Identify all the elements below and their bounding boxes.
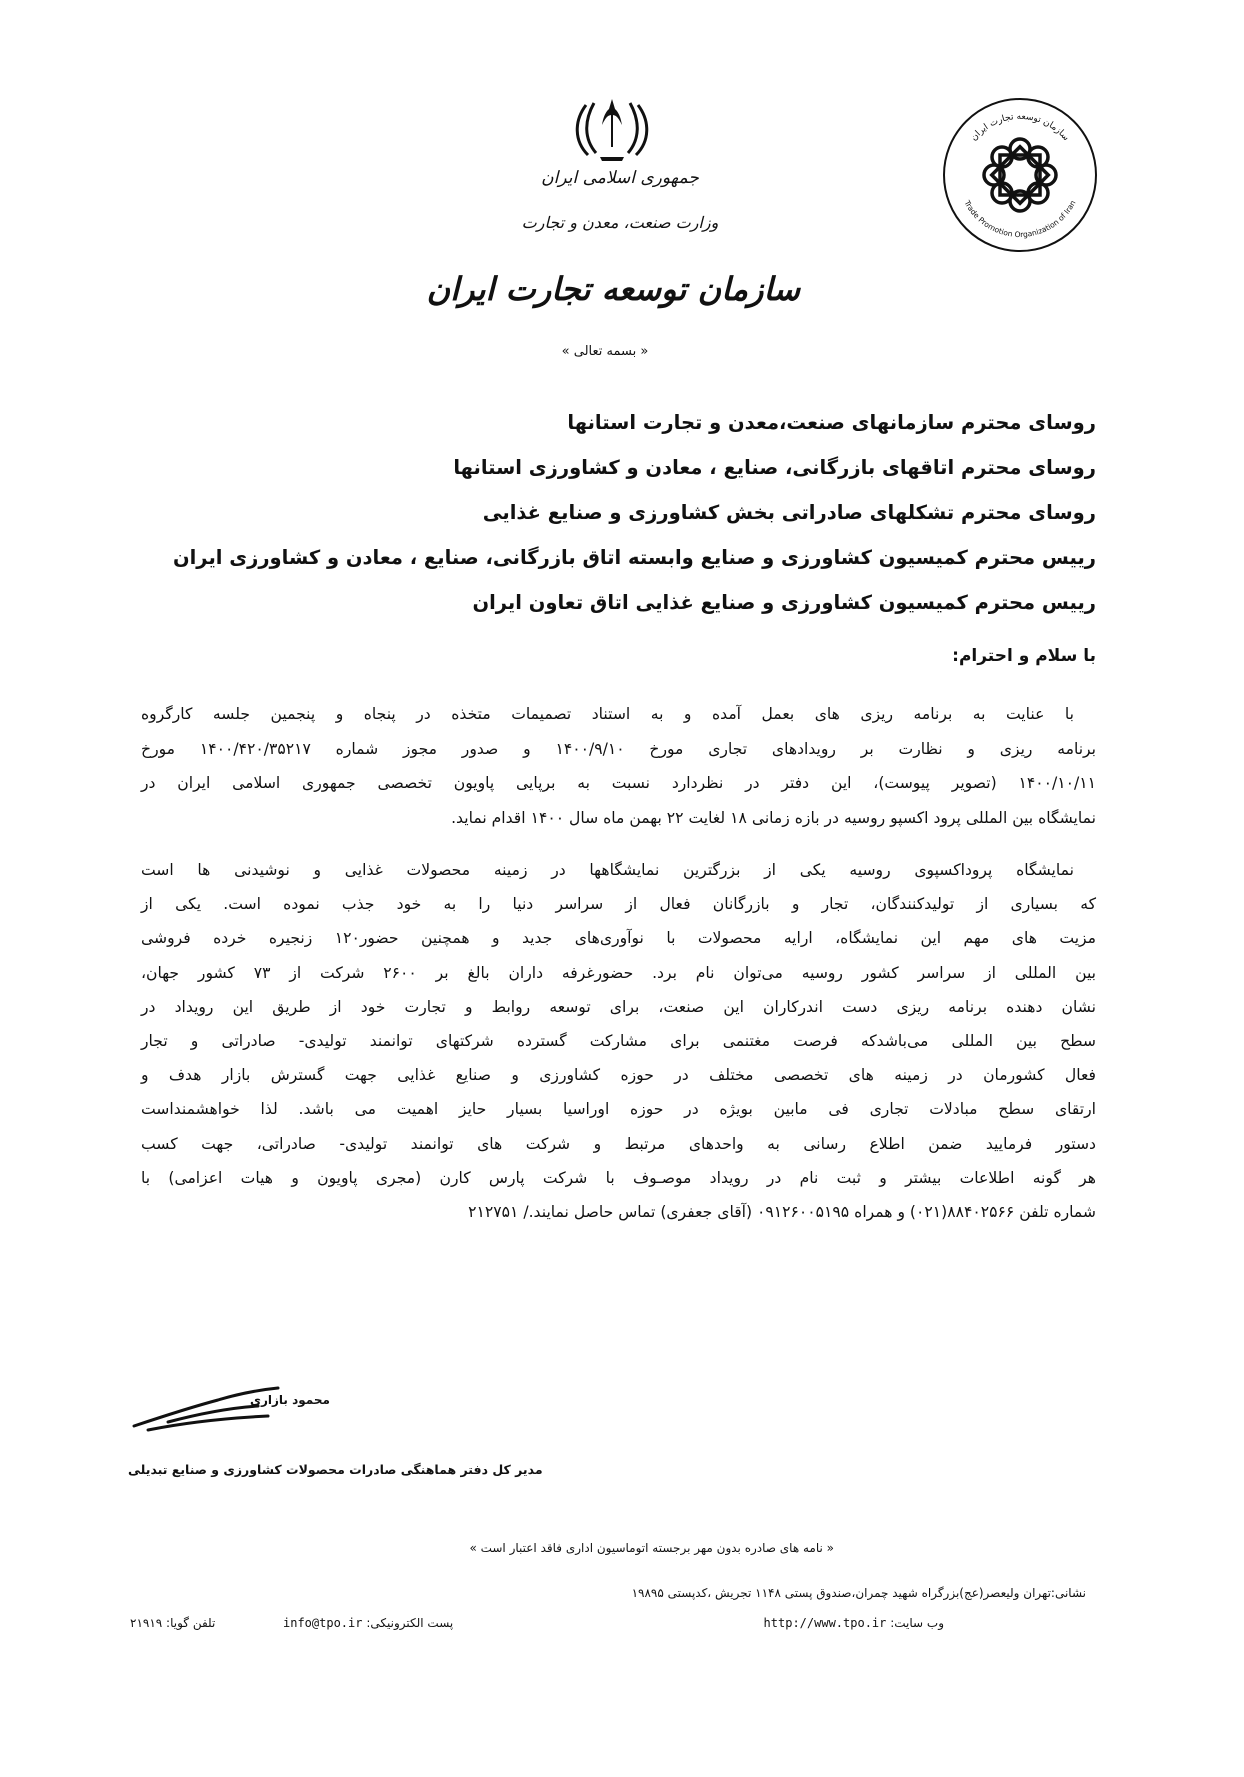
ministry-name: وزارت صنعت، معدن و تجارت <box>521 213 719 232</box>
body-line: نمایشگاه پروداکسپوی روسیه یکی از بزرگترین نمایشگاهها در زمینه محصولات غذایی و نوشیدنی ها است <box>141 861 1074 879</box>
basmala: « بسمه تعالی » <box>561 344 649 359</box>
recipient-line: رییس محترم کمیسیون کشاورزی و صنایع غذایی اتاق تعاون ایران <box>472 591 1096 614</box>
body-line: ارتقای سطح مبادلات تجاری فی مابین بویژه در حوزه اوراسیا بسیار حایز اهمیت می باشد. لذا خواهشمنداست <box>141 1100 1096 1119</box>
recipient-line: رییس محترم کمیسیون کشاورزی و صنایع وابسته اتاق بازرگانی، صنایع ، معادن و کشاورزی ایران <box>172 546 1096 569</box>
greeting: با سلام و احترام: <box>952 646 1096 666</box>
body-line: هر گونه اطلاعات بیشتر و ثبت نام در رویداد موصـوف با شرکت پارس کارن (مجری پاویون و هیات اعزامی) با <box>141 1168 1096 1187</box>
body-line: نشان دهنده برنامه ریزی دست اندرکاران این صنعت، برای توسعه روابط و تجارت خود از طریق این رویداد در <box>141 997 1096 1016</box>
footer-phone: تلفن گویا: ۲۱۹۱۹ <box>130 1616 216 1630</box>
recipients-block <box>146 400 1096 625</box>
body-line: سطح بین المللی می‌باشدکه فرصت مغتنمی برای مشارکت گسترده شرکتهای توانمند تولیدی- صادراتی و تجار <box>141 1032 1096 1051</box>
signatory-name: محمود بازاری <box>250 1393 330 1407</box>
letter-body <box>141 697 1096 1229</box>
organization-name: سازمان توسعه تجارت ایران <box>426 270 800 308</box>
seal-text-en: Trade Promotion Organization of Iran <box>962 198 1078 240</box>
footer-website <box>764 1616 944 1630</box>
body-line: با عنایت به برنامه ریزی های بعمل آمده و به استناد تصمیمات متخذه در پنجاه و پنجمین جلسه کارگروه <box>141 705 1074 723</box>
signature-scribble-icon <box>128 1378 298 1438</box>
website-label: وب سایت: <box>890 1616 944 1630</box>
national-emblem-icon <box>572 95 652 167</box>
recipient-line: روسای محترم سازمانهای صنعت،معدن و تجارت استانها <box>567 411 1096 434</box>
recipient-line: روسای محترم تشکلهای صادراتی بخش کشاورزی و صنایع غذایی <box>482 501 1096 524</box>
body-line: مزیت های مهم این نمایشگاه، ارایه محصولات با نوآوری‌های جدید و همچنین حضور۱۲۰ زنجیره خرده فروشی <box>141 929 1096 948</box>
body-line: دستور فرمایید ضمن اطلاع رسانی به واحدهای مرتبط و شرکت های توانمند تولیدی- صادراتی، جهت کسب <box>141 1134 1096 1153</box>
body-line: برنامه ریزی و نظارت بر رویدادهای تجاری مورخ ۱۴۰۰/۹/۱۰ و صدور مجوز شماره ۱۴۰۰/۴۲۰/۳۵۲۱۷ مورخ <box>141 739 1097 758</box>
footer-note: « نامه های صادره بدون مهر برجسته اتوماسیون اداری فاقد اعتبار است » <box>469 1541 834 1555</box>
paragraph-2 <box>141 853 1096 1229</box>
body-line: ۱۴۰۰/۱۰/۱۱ (تصویر پیوست)، این دفتر در نظردارد نسبت به برپایی پاویون تخصصی جمهوری اسلامی ایران در <box>141 774 1096 792</box>
footer-email <box>283 1616 453 1630</box>
body-line: نمایشگاه بین المللی پرود اکسپو روسیه در بازه زمانی ۱۸ لغایت ۲۲ بهمن ماه سال ۱۴۰۰ اقدام نماید. <box>451 808 1096 827</box>
paragraph-1 <box>141 697 1096 835</box>
body-line: بین المللی از سراسر کشور روسیه می‌توان نام برد. حضورغرفه داران بالغ بر ۲۶۰۰ شرکت از ۷۳ کشور جهان، <box>141 963 1097 982</box>
body-line: فعال کشورمان در زمینه های تخصصی مختلف در حوزه کشاورزی و صنایع غذایی جهت گسترش بازار هدف و <box>141 1066 1096 1085</box>
tpo-seal-icon <box>940 95 1100 255</box>
website-link[interactable]: http://www.tpo.ir <box>763 1616 887 1630</box>
signatory-title: مدیر کل دفتر هماهنگی صادرات محصولات کشاورزی و صنایع تبدیلی <box>128 1462 543 1477</box>
body-line: شماره تلفن ۸۸۴۰۲۵۶۶(۰۲۱) و همراه ۰۹۱۲۶۰۰۵۱۹۵ (آقای جعفری) تماس حاصل نمایند./ ۲۱۲۷۵۱ <box>468 1203 1096 1222</box>
email-label: پست الکترونیکی: <box>366 1616 454 1630</box>
email-link[interactable]: info@tpo.ir <box>283 1616 363 1630</box>
country-name: جمهوری اسلامی ایران <box>541 168 699 188</box>
seal-text-fa: سازمان توسعه تجارت ایران <box>969 111 1071 143</box>
recipient-line: روسای محترم اتاقهای بازرگانی، صنایع ، معادن و کشاورزی استانها <box>453 456 1096 479</box>
footer-address: نشانی:تهران ولیعصر(عج)بزرگراه شهید چمران،صندوق پستی ۱۱۴۸ تجریش ،کدپستی ۱۹۸۹۵ <box>631 1586 1086 1600</box>
body-line: که بسیاری از تولیدکنندگان، تجار و بازرگانان فعال از سراسر دنیا را به خود جذب نموده است. یکی از <box>141 895 1096 914</box>
